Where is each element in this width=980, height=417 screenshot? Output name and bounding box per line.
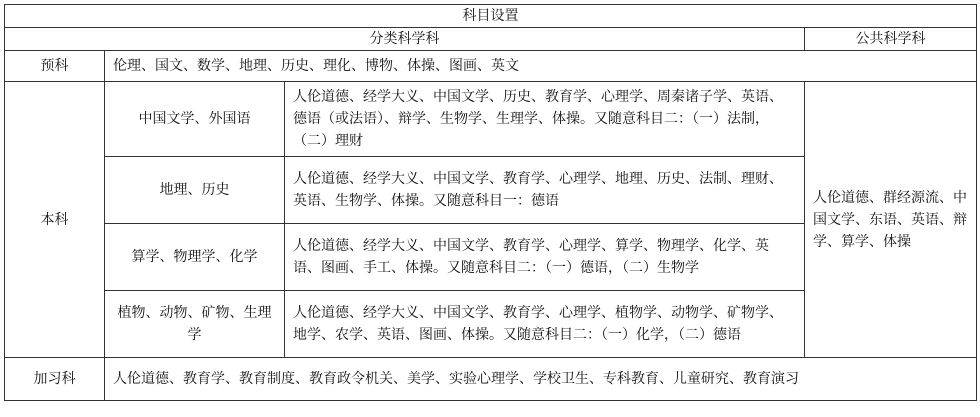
row-label-benke: 本科: [5, 82, 105, 358]
jiaxi-subjects: 人伦道德、教育学、教育制度、教育政令机关、美学、实验心理学、学校卫生、专科教育、儿童研究、教育演习: [105, 358, 977, 401]
benke-group-subjects: 人伦道德、经学大义、中国文学、历史、教育学、心理学、周秦诸子学、英语、德语（或法语）、辩学、生物学、生理学、体操。又随意科目二：（一）法制，（二）理财: [285, 82, 805, 157]
header-public-subjects: 公共科学科: [805, 28, 977, 51]
benke-group-name: 中国文学、外国语: [105, 82, 285, 157]
table-title: 科目设置: [5, 5, 977, 28]
header-category-subjects: 分类科学科: [5, 28, 805, 51]
benke-group-subjects: 人伦道德、经学大义、中国文学、教育学、心理学、算学、物理学、化学、英语、图画、手工、体操。又随意科目二：（一）德语，（二）生物学: [285, 224, 805, 291]
row-label-jiaxi: 加习科: [5, 358, 105, 401]
curriculum-table: [4, 4, 977, 401]
yuke-subjects: 伦理、国文、数学、地理、历史、理化、博物、体操、图画、英文: [105, 51, 977, 82]
row-label-yuke: 预科: [5, 51, 105, 82]
benke-group-name: 植物、动物、矿物、生理学: [105, 291, 285, 358]
benke-public-subjects: 人伦道德、群经源流、中国文学、东语、英语、辩学、算学、体操: [805, 82, 977, 358]
benke-group-subjects: 人伦道德、经学大义、中国文学、教育学、心理学、地理、历史、法制、理财、英语、生物学、体操。又随意科目一：德语: [285, 157, 805, 224]
benke-group-name: 算学、物理学、化学: [105, 224, 285, 291]
benke-group-subjects: 人伦道德、经学大义、中国文学、教育学、心理学、植物学、动物学、矿物学、地学、农学、英语、图画、体操。又随意科目二：（一）化学，（二）德语: [285, 291, 805, 358]
benke-group-name: 地理、历史: [105, 157, 285, 224]
